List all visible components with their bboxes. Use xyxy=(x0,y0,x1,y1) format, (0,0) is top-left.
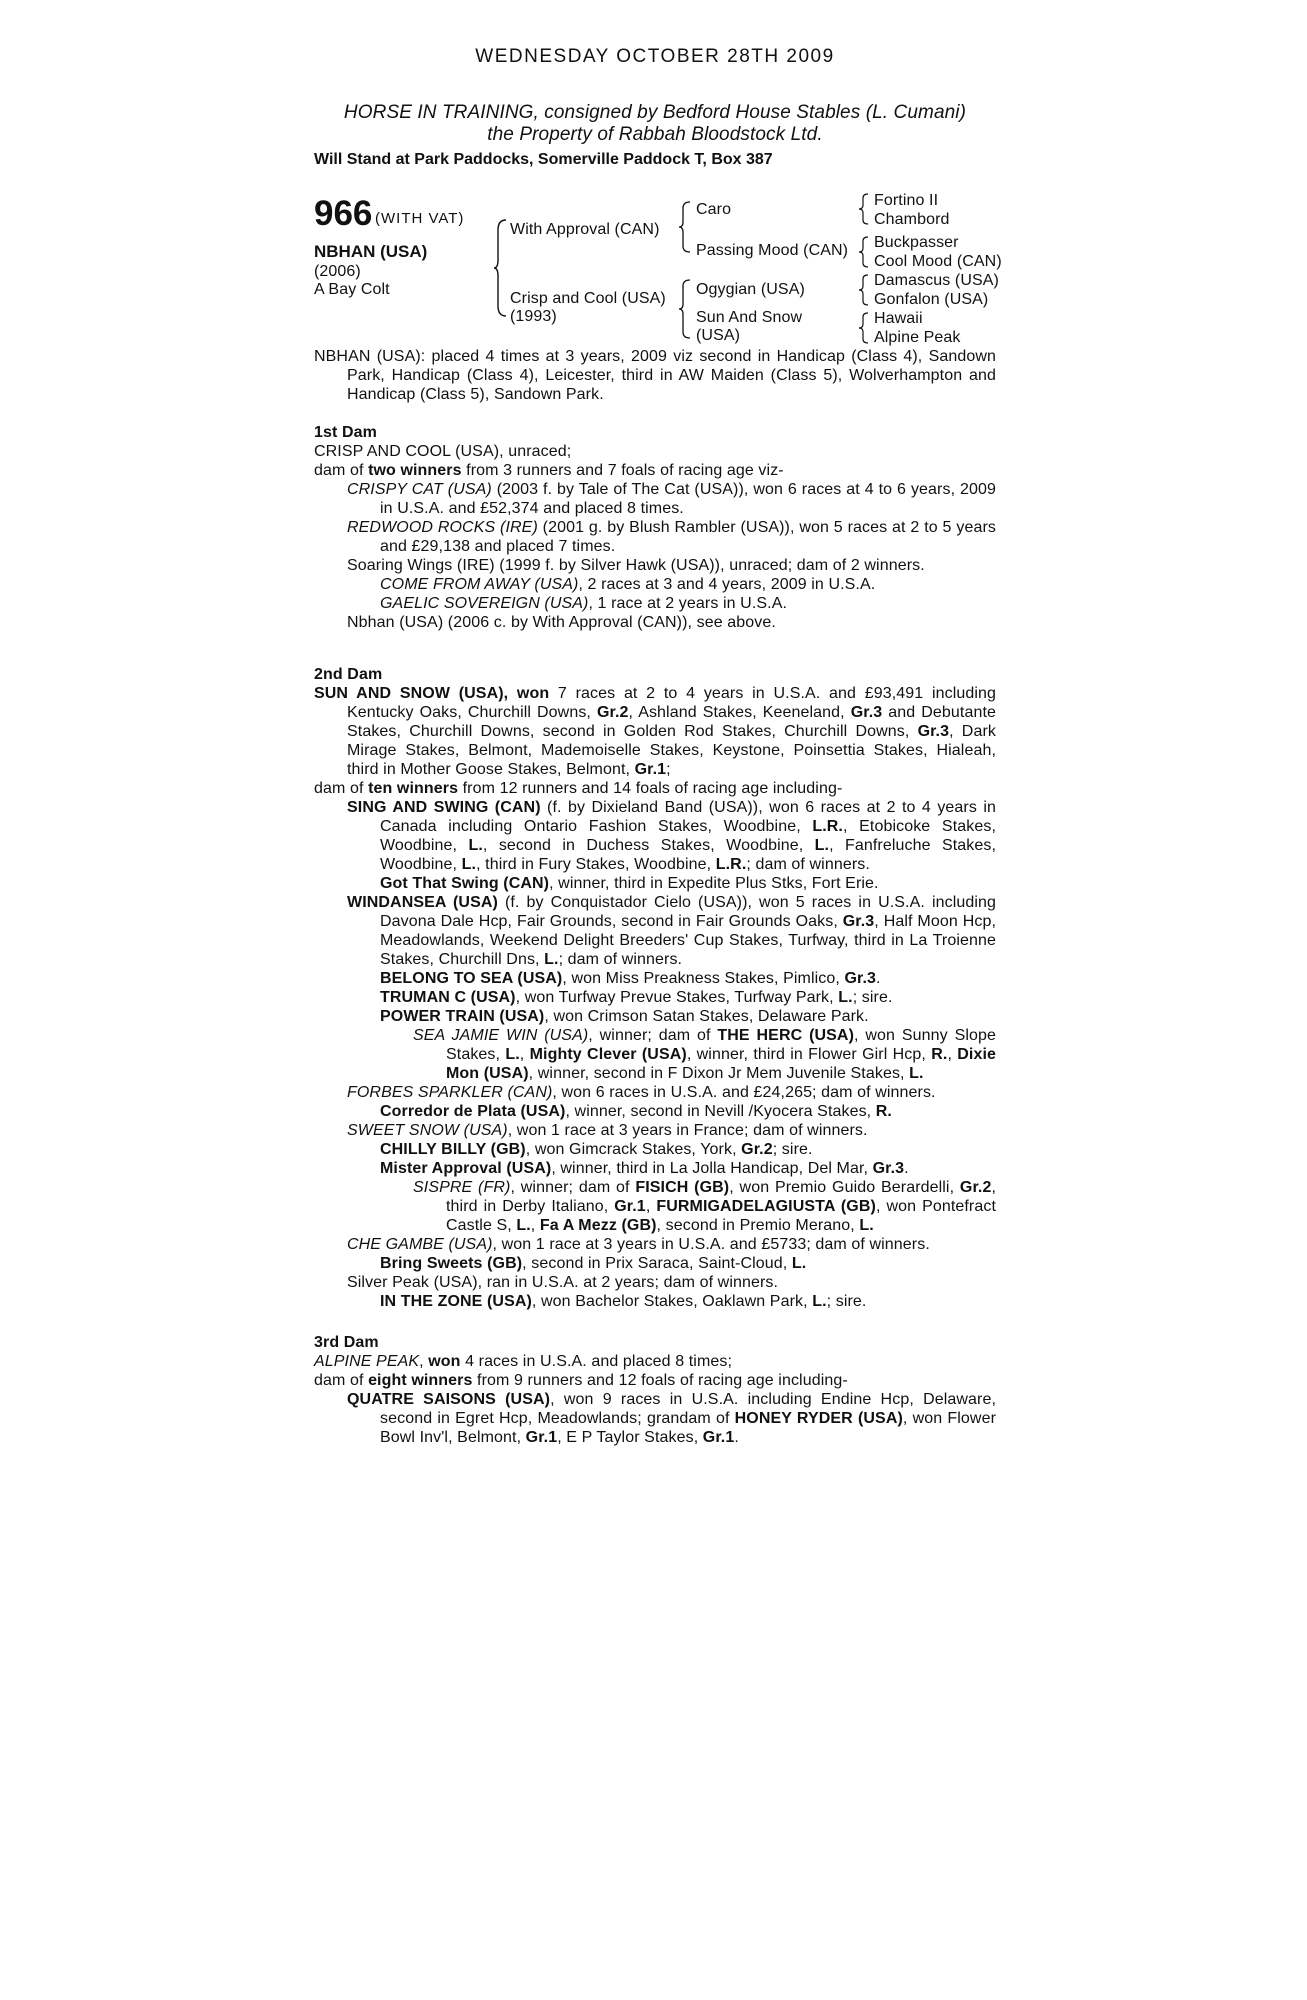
produce-forbes-sparkler: FORBES SPARKLER (CAN), won 6 races in U.S.A. and £24,265; dam of winners. xyxy=(347,1084,936,1101)
pedigree-brace-main xyxy=(492,218,508,318)
second-dam-record: SUN AND SNOW (USA), won 7 races at 2 to 4 years in U.S.A. and £93,491 including Kentucky Oaks, Churchill Downs, Gr.2, Ashland Stakes, Keeneland, Gr.3 and Debutante Stakes, Churchill Downs, second in Golden Rod Stakes, Churchill Downs, Gr.3, Dark Mirage Stakes, Belmont, Mademoiselle Stakes, Keystone, Poinsettia Stakes, Hialeah, third in Mother Goose Stakes, Belmont, Gr.1; xyxy=(314,685,997,778)
pedigree-ddd: Alpine Peak xyxy=(874,329,961,346)
produce-redwood-rocks: REDWOOD ROCKS (IRE) (2001 g. by Blush Rambler (USA)), won 5 races at 2 to 5 years and £29,138 and placed 7 times. xyxy=(347,519,996,555)
consignment-text xyxy=(314,102,996,146)
pedigree-sdd: Cool Mood (CAN) xyxy=(874,253,1002,270)
first-dam-produce-intro: dam of two winners from 3 runners and 7 foals of racing age viz- xyxy=(314,462,784,479)
pedigree-brace-ds xyxy=(858,273,870,307)
produce-sweet-snow: SWEET SNOW (USA), won 1 race at 3 years in France; dam of winners. xyxy=(347,1122,868,1139)
third-dam-produce-intro: dam of eight winners from 9 runners and 12 foals of racing age including- xyxy=(314,1372,848,1389)
produce-in-the-zone: IN THE ZONE (USA), won Bachelor Stakes, Oaklawn Park, L.; sire. xyxy=(380,1293,867,1310)
produce-sea-jamie-win: SEA JAMIE WIN (USA), winner; dam of THE HERC (USA), won Sunny Slope Stakes, L., Mighty Clever (USA), winner, third in Flower Girl Hcp, R., Dixie Mon (USA), winner, second in F Dixon Jr Mem Juvenile Stakes, L. xyxy=(413,1027,997,1082)
pedigree-dds: Hawaii xyxy=(874,310,923,327)
pedigree-brace-ss xyxy=(858,192,870,226)
produce-belong-to-sea: BELONG TO SEA (USA), won Miss Preakness Stakes, Pimlico, Gr.3. xyxy=(380,970,881,987)
pedigree-brace-dd xyxy=(858,311,870,345)
produce-come-from-away: COME FROM AWAY (USA), 2 races at 3 and 4 years, 2009 in U.S.A. xyxy=(380,576,876,593)
produce-chilly-billy: CHILLY BILLY (GB), won Gimcrack Stakes, York, Gr.2; sire. xyxy=(380,1141,813,1158)
pedigree-ss: Caro xyxy=(696,201,732,218)
first-dam-heading: 1st Dam xyxy=(314,424,377,441)
pedigree-dam-year: (1993) xyxy=(510,308,557,325)
horse-description: A Bay Colt xyxy=(314,281,390,298)
third-dam-heading: 3rd Dam xyxy=(314,1334,379,1351)
horse-name: NBHAN (USA) xyxy=(314,242,428,261)
pedigree-dss: Damascus (USA) xyxy=(874,272,999,289)
race-record-summary xyxy=(314,347,996,404)
produce-che-gambe: CHE GAMBE (USA), won 1 race at 3 years in U.S.A. and £5733; dam of winners. xyxy=(347,1236,930,1253)
second-dam-section xyxy=(314,665,996,1311)
pedigree-ssd: Chambord xyxy=(874,211,950,228)
second-dam-heading: 2nd Dam xyxy=(314,666,383,683)
vat-note: (WITH VAT) xyxy=(375,210,465,227)
first-dam-line: CRISP AND COOL (USA), unraced; xyxy=(314,443,572,460)
produce-gaelic-sovereign: GAELIC SOVEREIGN (USA), 1 race at 2 years in U.S.A. xyxy=(380,595,788,612)
produce-crispy-cat: CRISPY CAT (USA) (2003 f. by Tale of The Cat (USA)), won 6 races at 4 to 6 years, 2009 in U.S.A. and £52,374 and placed 8 times. xyxy=(347,481,997,517)
foaling-year: (2006) xyxy=(314,263,361,280)
produce-silver-peak: Silver Peak (USA), ran in U.S.A. at 2 years; dam of winners. xyxy=(347,1274,779,1291)
lot-number: 966 xyxy=(314,194,373,233)
produce-power-train: POWER TRAIN (USA), won Crimson Satan Stakes, Delaware Park. xyxy=(380,1008,869,1025)
pedigree-sss: Fortino II xyxy=(874,192,939,209)
pedigree-brace-dam xyxy=(678,278,692,340)
pedigree-sd: Passing Mood (CAN) xyxy=(696,242,849,259)
pedigree-ds: Ogygian (USA) xyxy=(696,281,805,298)
pedigree-brace-sd xyxy=(858,235,870,269)
pedigree-sds: Buckpasser xyxy=(874,234,959,251)
produce-truman-c: TRUMAN C (USA), won Turfway Prevue Stakes, Turfway Park, L.; sire. xyxy=(380,989,893,1006)
third-dam-record: ALPINE PEAK, won 4 races in U.S.A. and placed 8 times; xyxy=(314,1353,733,1370)
produce-corredor-de-plata: Corredor de Plata (USA), winner, second in Nevill /Kyocera Stakes, R. xyxy=(380,1103,892,1120)
sale-date: WEDNESDAY OCTOBER 28TH 2009 xyxy=(475,46,835,67)
third-dam-section xyxy=(314,1333,996,1447)
pedigree-brace-sire xyxy=(678,200,692,254)
produce-nbhan: Nbhan (USA) (2006 c. by With Approval (CAN)), see above. xyxy=(347,614,776,631)
produce-bring-sweets: Bring Sweets (GB), second in Prix Saraca, Saint-Cloud, L. xyxy=(380,1255,807,1272)
stand-location: Will Stand at Park Paddocks, Somerville Paddock T, Box 387 xyxy=(314,151,773,168)
pedigree-dd-suffix: (USA) xyxy=(696,327,741,344)
summary-text: NBHAN (USA): placed 4 times at 3 years, 2009 viz second in Handicap (Class 4), Sandown Park, Handicap (Class 4), Leicester, third in AW Maiden (Class 5), Wolverhampton and Handicap (Class 5), Sandown Park. xyxy=(314,348,996,403)
produce-quatre-saisons: QUATRE SAISONS (USA), won 9 races in U.S.A. including Endine Hcp, Delaware, second in Egret Hcp, Meadowlands; grandam of HONEY RYDER (USA), won Flower Bowl Inv'l, Belmont, Gr.1, E P Taylor Stakes, Gr.1. xyxy=(347,1391,997,1446)
pedigree-dd: Sun And Snow xyxy=(696,309,803,326)
produce-sispre: SISPRE (FR), winner; dam of FISICH (GB), won Premio Guido Berardelli, Gr.2, third in Derby Italiano, Gr.1, FURMIGADELAGIUSTA (GB), won Pontefract Castle S, L., Fa A Mezz (GB), second in Premio Merano, L. xyxy=(413,1179,997,1234)
produce-got-that-swing: Got That Swing (CAN), winner, third in Expedite Plus Stks, Fort Erie. xyxy=(380,875,879,892)
pedigree-dam: Crisp and Cool (USA) xyxy=(510,290,666,307)
consignment-line-2: the Property of Rabbah Bloodstock Ltd. xyxy=(487,124,823,145)
produce-soaring-wings: Soaring Wings (IRE) (1999 f. by Silver Hawk (USA)), unraced; dam of 2 winners. xyxy=(347,557,925,574)
pedigree-sire: With Approval (CAN) xyxy=(510,221,660,238)
pedigree-dsd: Gonfalon (USA) xyxy=(874,291,989,308)
produce-windansea: WINDANSEA (USA) (f. by Conquistador Cielo (USA)), won 5 races in U.S.A. including Davona Dale Hcp, Fair Grounds, second in Fair Grounds Oaks, Gr.3, Half Moon Hcp, Meadowlands, Weekend Delight Breeders' Cup Stakes, Turfway, third in La Troienne Stakes, Churchill Dns, L.; dam of winners. xyxy=(347,894,997,968)
produce-mister-approval: Mister Approval (USA), winner, third in La Jolla Handicap, Del Mar, Gr.3. xyxy=(380,1160,909,1177)
produce-sing-and-swing: SING AND SWING (CAN) (f. by Dixieland Band (USA)), won 6 races at 2 to 4 years in Canada including Ontario Fashion Stakes, Woodbine, L.R., Etobicoke Stakes, Woodbine, L., second in Duchess Stakes, Woodbine, L., Fanfreluche Stakes, Woodbine, L., third in Fury Stakes, Woodbine, L.R.; dam of winners. xyxy=(347,799,997,873)
consignment-line-1: HORSE IN TRAINING, consigned by Bedford House Stables (L. Cumani) xyxy=(343,102,967,123)
second-dam-produce-intro: dam of ten winners from 12 runners and 14 foals of racing age including- xyxy=(314,780,843,797)
first-dam-section xyxy=(314,423,996,632)
